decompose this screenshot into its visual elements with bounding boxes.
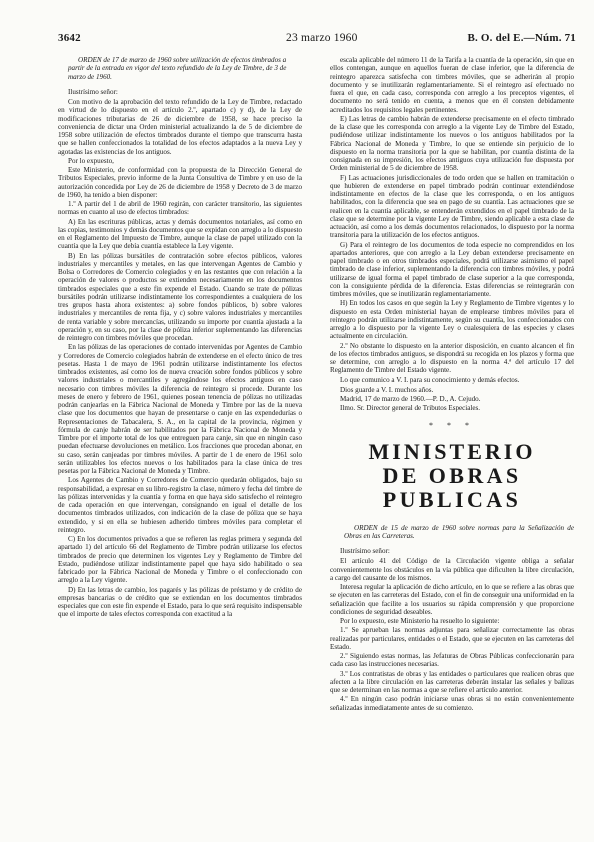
- body-paragraph: 2.º No obstante lo dispuesto en la anterior disposición, en cuanto alcancen el fin de los efectos timbrados antiguos, se dispondrá su recogida en los plazos y forma que se determine, con arreglo a lo dispuesto en la norma 4.ª del artículo 17 del Reglamento de Timbre del Estado vigente.: [330, 341, 574, 375]
- right-column: [330, 56, 574, 836]
- body-paragraph: 1.º A partir del 1 de abril de 1960 regirán, con carácter transitorio, las siguientes normas en cuanto al uso de efectos timbrados:: [58, 200, 302, 217]
- body-paragraph: Por lo expuesto,: [68, 156, 114, 165]
- body-paragraph: 2.º Siguiendo estas normas, las Jefaturas de Obras Públicas confeccionarán para cada caso las instrucciones necesarias.: [330, 652, 574, 669]
- body-paragraph: Interesa regular la aplicación de dicho artículo, en lo que se refiere a las obras que se ejecuten en las carreteras del Estado, con el fin de conseguir una uniformidad en la señalización que facilite a los usuarios su rápida comprensión y que proporcione condiciones de seguridad deseables.: [330, 583, 574, 616]
- body-paragraph: 3.º Los contratistas de obras y las entidades o particulares que realicen obras que afecten a la libre circulación en las carreteras deberán instalar las señales y balizas que se determinan en las normas a que se refiere el artículo anterior.: [330, 669, 574, 694]
- ministry-heading-line1: MINISTERIO: [368, 438, 536, 464]
- section-separator: * * *: [429, 420, 475, 430]
- right-paragraphs-top: [330, 56, 574, 384]
- greeting-obras: Ilustrísimo señor:: [340, 547, 390, 555]
- body-paragraph: Los Agentes de Cambio y Corredores de Comercio quedarán obligados, bajo su responsabilidad, a expresar en su libro-registro la clase, número y fecha del timbre de las pólizas intervenidas y la cuantía y forma en que haya sido satisfecho el reintegro de cada operación en que intervengan, consignando en igual el detalle de los documentos timbrados utilizados, con indicación de la clase de póliza que se haya extendido, y si en ella se hubiesen adherido timbres móviles para completar el reintegro.: [58, 476, 302, 534]
- body-paragraph: El artículo 41 del Código de la Circulación vigente obliga a señalar convenientemente los obstáculos en la vía pública que dificulten la libre circulación, a cargo del causante de los mismos.: [330, 557, 574, 582]
- body-paragraph: D) En las letras de cambio, los pagarés y las pólizas de préstamo y de crédito de empresas bancarias o de crédito que se extiendan en los documentos timbrados especiales que con este fin expende el Estado, para lo que será requisito indispensable que el importe de tales efectos corresponda con exactitud a la: [58, 585, 302, 619]
- ministry-heading-line2: DE OBRAS PUBLICAS: [382, 462, 522, 512]
- right-paragraphs-bottom: [330, 557, 574, 712]
- order-title-timbre: ORDEN de 17 de marzo de 1960 sobre utilización de efectos timbrados a partir de la entrada en vigor del texto refundido de la Ley de Timbre, de 3 de marzo de 1960.: [68, 56, 287, 81]
- body-paragraph: B) En las pólizas bursátiles de contratación sobre efectos públicos, valores industriales y mercantiles y metales, en las que intervengan Agentes de Cambio y Bolsa o Corredores de Comercio colegiados y en las restantes que con relación a la operación de valores o productos se extienden necesariamente en los documentos timbrados especiales que a este fin expende el Estado. Cuando se trate de pólizas bursátiles podrán utilizarse indistintamente los correspondientes a cualquiera de los tres grupos hasta ahora existentes: a) sobre fondos públicos, b) sobre valores industriales y mercantiles de renta fija, y c) sobre valores industriales y mercantiles de renta variable y sobre mercancías, utilizando su importe por cuantía ajustada a la operación y, en su caso, por la clase de póliza inferior suplementando las diferencias de reintegro con timbres móviles que procedan.: [58, 251, 302, 342]
- body-paragraph: 1.º Se aprueban las normas adjuntas para señalizar correctamente las obras realizadas por particulares, entidades o el Estado, que se ejecuten en las carreteras del Estado.: [330, 626, 574, 651]
- body-paragraph: E) Las letras de cambio habrán de extenderse precisamente en el efecto timbrado de la clase que les corresponda con arreglo a la vigente Ley de Timbre del Estado, pudiéndose utilizar indistintamente los nuevos o los antiguos habilitados por la Fábrica Nacional de Moneda y Timbre, lo que se entiende sin perjuicio de lo dispuesto en la norma transitoria por la que se habilitan, por cuantía distinta de la consignada en su impresión, los efectos antiguos cuya utilización fue dispuesta por Orden ministerial de 5 de diciembre de 1958.: [330, 114, 574, 173]
- addressee-line: Ilmo. Sr. Director general de Tributos Especiales.: [340, 404, 481, 413]
- body-paragraph: F) Las actuaciones jurisdiccionales de todo orden que se hallen en tramitación o que hubieren de extenderse en papel timbrado podrán continuar extendiéndose indistintamente en efectos de la clase que les corresponda, o en los antiguos habilitados, con la diferencia que sea en pago de su cuantía. Las actuaciones que se realicen en la cuantía aplicable, se entenderán extendidos en el papel timbrado de la clase que se determine por la vigente Ley de Timbre, siendo aplicable a esta clase de actuación, así como a los demás documentos relacionados, lo dispuesto por la norma transitoria para la utilización de los efectos antiguos.: [330, 173, 574, 240]
- body-paragraph: C) En los documentos privados a que se refieren las reglas primera y segunda del apartado 1) del artículo 66 del Reglamento de Timbre podrán utilizarse los efectos timbrados de precio que determinen los vigentes Ley y Reglamento de Timbre del Estado, pudiéndose utilizar indistintamente papel que haya sido habilitado o sea fabricado por la Fábrica Nacional de Moneda y Timbre o el confeccionado con arreglo a la Ley vigente.: [58, 535, 302, 585]
- body-paragraph: Lo que comunico a V. I. para su conocimiento y demás efectos.: [340, 375, 520, 384]
- left-column: [58, 56, 302, 836]
- body-paragraph: G) Para el reintegro de los documentos de toda especie no comprendidos en los apartados anteriores, que con arreglo a la Ley deban extenderse precisamente en papel timbrado o en otros timbrados especiales, podrá utilizarse asimismo el papel timbrado de clase inferior, suplementando la diferencia con timbres móviles, y podrá utilizarse de igual forma el papel timbrado de clase superior a la que corresponda, con la consiguiente pérdida de la diferencia. Estas diferencias se reintegrarán con timbres móviles, que se inutilizarán reglamentariamente.: [330, 240, 574, 298]
- body-paragraph: Este Ministerio, de conformidad con la propuesta de la Dirección General de Tributos Especiales, previo informe de la Junta Consultiva de Timbre y en uso de la autorización concedida por Ley de 26 de diciembre de 1958 y Decreto de 3 de marzo de 1960, ha tenido a bien disponer:: [58, 166, 302, 199]
- body-paragraph: En las pólizas de las operaciones de contado intervenidas por Agentes de Cambio y Corredores de Comercio colegiados habrán de extenderse en el efecto único de tres pesetas. Hasta 1 de mayo de 1961 podrán utilizarse indistintamente los efectos timbrados existentes, así como los de nueva creación sobre fondos públicos y sobre valores industriales o mercantiles y agregándose los efectos antiguos en caso necesario con timbres móviles la diferencia de reintegro si procede. Durante los meses de enero y febrero de 1961, quienes posean tenencia de pólizas no utilizadas podrán canjearlas en la Fábrica Nacional de Moneda y Timbre por las de la nueva clase que los documentos que hayan de presentarse o canje en las expendedurías o Representaciones de Tabacalera, S. A., en la capital de la provincia, régimen y fórmula de canje habrán de ser habilitados por la Fábrica Nacional de Moneda y Timbre por el importe total de los que entreguen para canje, sin que en ningún caso puedan efectuarse devoluciones en metálico. Los fracciones que procedan abonar, en su caso, serán canjeadas por timbres móviles. A partir de 1 de enero de 1961 solo serán utilizables los efectos nuevos o los habilitados para la clase única de tres pesetas por la Fábrica Nacional de Moneda y Timbre.: [58, 343, 302, 475]
- body-paragraph: Por lo expuesto, este Ministerio ha resuelto lo siguiente:: [340, 617, 500, 625]
- page-number: 3642: [58, 32, 81, 44]
- body-paragraph: Con motivo de la aprobación del texto refundido de la Ley de Timbre, redactado en virtud de lo dispuesto en el artículo 2.º, apartado c) y d), de la Ley de modificaciones tributarias de 26 de diciembre de 1958, se hace preciso la conveniencia de dictar una Orden ministerial actualizando la de 5 de diciembre de 1958 sobre utilización de efectos timbrados durante el tiempo que transcurra hasta que se hallen confeccionados la totalidad de los efectos adaptados a la nueva Ley y agotadas las existencias de los antiguos.: [58, 98, 302, 156]
- order-title-obras: ORDEN de 15 de marzo de 1960 sobre normas para la Señalización de Obras en las Carreteras.: [344, 523, 574, 540]
- page-header: [58, 32, 576, 48]
- issue-number: B. O. del E.—Núm. 71: [467, 32, 576, 44]
- signature-line: Madrid, 17 de marzo de 1960.—P. D., A. Cejudo.: [340, 395, 481, 403]
- body-paragraph: A) En las escrituras públicas, actas y demás documentos notariales, así como en las copias, testimonios y demás documentos que se expidan con arreglo a lo dispuesto en el Reglamento del Impuesto de Timbre, aunque la clase de papel utilizado con la cuantía que la Ley que debía cuantía establece la Ley vigente.: [58, 217, 302, 251]
- body-paragraph: escala aplicable del número 11 de la Tarifa a la cuantía de la operación, sin que en ellos contengan, aunque en aquellos fueran de clase inferior, que la diferencia de reintegro aparezca satisfecha con timbres móviles, que se adherirán al propio documento y se inutilizarán reglamentariamente. Si el reintegro así efectuado no fuera el que, en cada caso, corresponda con arreglo a los preceptos vigentes, el documento no será tenido en cuenta, a menos que en él consten debidamente acreditados los requisitos legales pertinentes.: [330, 56, 574, 114]
- greeting: Ilustrísimo señor:: [68, 87, 118, 96]
- text-columns: [58, 56, 576, 836]
- left-paragraphs: [58, 98, 302, 619]
- body-paragraph: H) En todos los casos en que según la Ley y Reglamento de Timbre vigentes y lo dispuesto en esta Orden ministerial hayan de emplearse timbres móviles para el reintegro podrán utilizarse indistintamente, según su cuantía, los confeccionados con arreglo a lo dispuesto por la vigente Ley o cualesquiera de las especies y clases actualmente en circulación.: [330, 299, 574, 341]
- body-paragraph: 4.º En ningún caso podrán iniciarse unas obras si no están convenientemente señalizadas inmediatamente antes de su comienzo.: [330, 695, 574, 712]
- closing-formula: Dios guarde a V. I. muchos años.: [340, 385, 434, 394]
- issue-date: 23 marzo 1960: [286, 32, 358, 44]
